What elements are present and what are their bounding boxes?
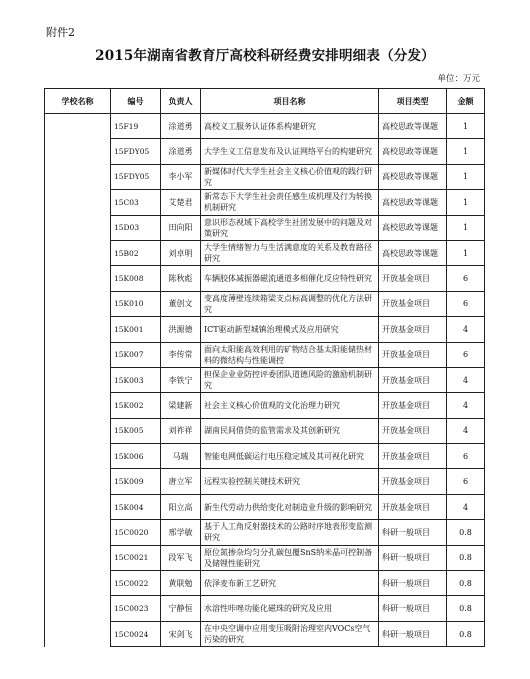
cell-school (45, 139, 111, 164)
cell-code: 15K002 (111, 393, 161, 418)
cell-leader: 黄联勉 (161, 571, 201, 596)
table-row (45, 139, 485, 164)
cell-school (45, 266, 111, 291)
cell-leader: 涂道勇 (161, 139, 201, 164)
table-row (45, 317, 485, 342)
cell-amount: 0.8 (447, 545, 485, 570)
cell-school (45, 291, 111, 316)
table-row (45, 545, 485, 570)
cell-school (45, 571, 111, 596)
cell-project-name: 意识形态视域下高校学生社团发展中的问题及对策研究 (201, 215, 379, 240)
cell-code: 15C0023 (111, 596, 161, 621)
cell-amount: 6 (447, 291, 485, 316)
cell-school (45, 164, 111, 189)
header-code: 编号 (111, 89, 161, 114)
cell-amount: 0.8 (447, 596, 485, 621)
table-row (45, 596, 485, 621)
cell-project-name: 基于人工角反射器技术的公路时序地表形变监测研究 (201, 520, 379, 545)
unit-label: 单位：万元 (437, 74, 480, 84)
cell-code: 15K005 (111, 418, 161, 443)
cell-school (45, 444, 111, 469)
table-row (45, 520, 485, 545)
table-row (45, 621, 485, 646)
cell-amount: 4 (447, 317, 485, 342)
cell-leader: 李传常 (161, 342, 201, 367)
cell-project-name: 大学生义工信息发布及认证网络平台的构建研究 (201, 139, 379, 164)
cell-project-name: 依泽麦布新工艺研究 (201, 571, 379, 596)
cell-project-name: 智能电网低碳运行电压稳定域及其可视化研究 (201, 444, 379, 469)
cell-amount: 4 (447, 494, 485, 519)
cell-project-type: 开放基金项目 (379, 291, 447, 316)
cell-project-type: 高校思政等课题 (379, 164, 447, 189)
table-row (45, 342, 485, 367)
cell-code: 15D03 (111, 215, 161, 240)
cell-leader: 陈秋彪 (161, 266, 201, 291)
cell-leader: 邢学敏 (161, 520, 201, 545)
table-body (45, 114, 485, 647)
cell-project-type: 开放基金项目 (379, 444, 447, 469)
cell-amount: 1 (447, 139, 485, 164)
cell-project-type: 开放基金项目 (379, 317, 447, 342)
cell-project-name: 高校义工服务认证体系构建研究 (201, 114, 379, 139)
table-row (45, 240, 485, 265)
cell-project-type: 科研一般项目 (379, 621, 447, 646)
cell-project-name: 车辆胶体减振器磁流通道多相催化反应特性研究 (201, 266, 379, 291)
cell-amount: 6 (447, 342, 485, 367)
cell-leader: 洪源德 (161, 317, 201, 342)
table-row (45, 114, 485, 139)
table-row (45, 571, 485, 596)
table-row (45, 266, 485, 291)
cell-project-name: 湖南民间借贷的监管需求及其创新研究 (201, 418, 379, 443)
cell-school (45, 114, 111, 139)
cell-amount: 6 (447, 266, 485, 291)
cell-school (45, 240, 111, 265)
cell-project-name: 新常态下大学生社会责任感生成机理及行为转换机制研究 (201, 190, 379, 215)
cell-code: 15C0024 (111, 621, 161, 646)
cell-leader: 刘卓明 (161, 240, 201, 265)
attachment-label: 附件2 (46, 26, 75, 39)
table-row (45, 418, 485, 443)
header-school: 学校名称 (45, 89, 111, 114)
cell-project-name: 担保企业业防控评委团队道德风险的激励机制研究 (201, 367, 379, 392)
cell-leader: 唐立军 (161, 469, 201, 494)
cell-project-type: 科研一般项目 (379, 545, 447, 570)
table-row (45, 367, 485, 392)
cell-project-name: 社会主义核心价值观的文化治理力研究 (201, 393, 379, 418)
cell-project-name: 远程实验控制关键技术研究 (201, 469, 379, 494)
cell-leader: 梁建新 (161, 393, 201, 418)
cell-leader: 李小军 (161, 164, 201, 189)
header-leader: 负责人 (161, 89, 201, 114)
cell-code: 15K010 (111, 291, 161, 316)
cell-project-type: 开放基金项目 (379, 418, 447, 443)
cell-school (45, 393, 111, 418)
header-project-type: 项目类型 (379, 89, 447, 114)
table-row (45, 164, 485, 189)
cell-code: 15C0021 (111, 545, 161, 570)
table-row (45, 291, 485, 316)
cell-school (45, 494, 111, 519)
cell-project-name: 水溶性咔唑功能化磁珠的研究及应用 (201, 596, 379, 621)
cell-school (45, 342, 111, 367)
cell-leader: 董创文 (161, 291, 201, 316)
cell-code: 15C03 (111, 190, 161, 215)
cell-project-name: 在中央空调中应用变压吸附治理室内VOCs空气污染的研究 (201, 621, 379, 646)
table-row (45, 190, 485, 215)
cell-project-name: 面向太阳能高效利用的矿物结合基太阳能储热材料的微结构与性能调控 (201, 342, 379, 367)
table-row (45, 215, 485, 240)
cell-amount: 4 (447, 367, 485, 392)
cell-leader: 宋剑飞 (161, 621, 201, 646)
cell-project-type: 开放基金项目 (379, 367, 447, 392)
page-title: 2015年湖南省教育厅高校科研经费安排明细表（分发） (95, 48, 435, 64)
cell-project-type: 开放基金项目 (379, 266, 447, 291)
table-header-row (45, 89, 485, 114)
cell-project-type: 高校思政等课题 (379, 139, 447, 164)
cell-project-type: 开放基金项目 (379, 393, 447, 418)
cell-project-type: 高校思政等课题 (379, 240, 447, 265)
table-row (45, 444, 485, 469)
funding-table (44, 88, 485, 647)
cell-code: 15K001 (111, 317, 161, 342)
cell-code: 15K008 (111, 266, 161, 291)
cell-school (45, 215, 111, 240)
cell-project-type: 科研一般项目 (379, 596, 447, 621)
cell-project-type: 高校思政等课题 (379, 114, 447, 139)
cell-code: 15K009 (111, 469, 161, 494)
cell-leader: 阳立高 (161, 494, 201, 519)
cell-amount: 0.8 (447, 520, 485, 545)
cell-project-name: 原位氮掺杂均匀分孔碳包覆SnS纳米晶可控制备及储锂性能研究 (201, 545, 379, 570)
cell-code: 15F19 (111, 114, 161, 139)
cell-amount: 0.8 (447, 621, 485, 646)
cell-project-type: 高校思政等课题 (379, 215, 447, 240)
cell-project-type: 科研一般项目 (379, 571, 447, 596)
cell-project-type: 开放基金项目 (379, 342, 447, 367)
cell-amount: 1 (447, 114, 485, 139)
cell-project-type: 开放基金项目 (379, 469, 447, 494)
cell-school (45, 545, 111, 570)
cell-code: 15K006 (111, 444, 161, 469)
table-row (45, 469, 485, 494)
cell-leader: 涂道勇 (161, 114, 201, 139)
header-project-name: 项目名称 (201, 89, 379, 114)
cell-leader: 艾楚君 (161, 190, 201, 215)
cell-leader: 宁静恒 (161, 596, 201, 621)
cell-school (45, 317, 111, 342)
cell-leader: 段军飞 (161, 545, 201, 570)
cell-school (45, 621, 111, 646)
cell-amount: 4 (447, 418, 485, 443)
cell-leader: 李铁宁 (161, 367, 201, 392)
cell-leader: 田向阳 (161, 215, 201, 240)
cell-project-name: 大学生情绪智力与生活满意度的关系及教育路径研究 (201, 240, 379, 265)
cell-code: 15B02 (111, 240, 161, 265)
header-amount: 金额 (447, 89, 485, 114)
cell-school (45, 190, 111, 215)
cell-code: 15C0020 (111, 520, 161, 545)
cell-leader: 马瑞 (161, 444, 201, 469)
cell-amount: 1 (447, 215, 485, 240)
cell-project-type: 高校思政等课题 (379, 190, 447, 215)
cell-code: 15K004 (111, 494, 161, 519)
cell-amount: 1 (447, 190, 485, 215)
cell-code: 15FDY05 (111, 139, 161, 164)
cell-amount: 6 (447, 469, 485, 494)
cell-amount: 1 (447, 164, 485, 189)
cell-school (45, 596, 111, 621)
cell-code: 15K003 (111, 367, 161, 392)
table-row (45, 494, 485, 519)
cell-project-name: 新生代劳动力供给变化对制造业升级的影响研究 (201, 494, 379, 519)
cell-code: 15FDY05 (111, 164, 161, 189)
table-row (45, 393, 485, 418)
cell-project-type: 开放基金项目 (379, 494, 447, 519)
cell-project-type: 科研一般项目 (379, 520, 447, 545)
cell-project-name: 变高度薄壁连续箱梁支点标高调整的优化方法研究 (201, 291, 379, 316)
cell-amount: 0.8 (447, 571, 485, 596)
cell-amount: 4 (447, 393, 485, 418)
cell-code: 15K007 (111, 342, 161, 367)
cell-school (45, 367, 111, 392)
cell-project-name: 新媒体时代大学生社会主义核心价值观的践行研究 (201, 164, 379, 189)
cell-amount: 6 (447, 444, 485, 469)
cell-school (45, 469, 111, 494)
cell-leader: 刘祚祥 (161, 418, 201, 443)
cell-code: 15C0022 (111, 571, 161, 596)
cell-project-name: ICT驱动新型城镇治理模式及应用研究 (201, 317, 379, 342)
cell-school (45, 520, 111, 545)
cell-amount: 1 (447, 240, 485, 265)
cell-school (45, 418, 111, 443)
